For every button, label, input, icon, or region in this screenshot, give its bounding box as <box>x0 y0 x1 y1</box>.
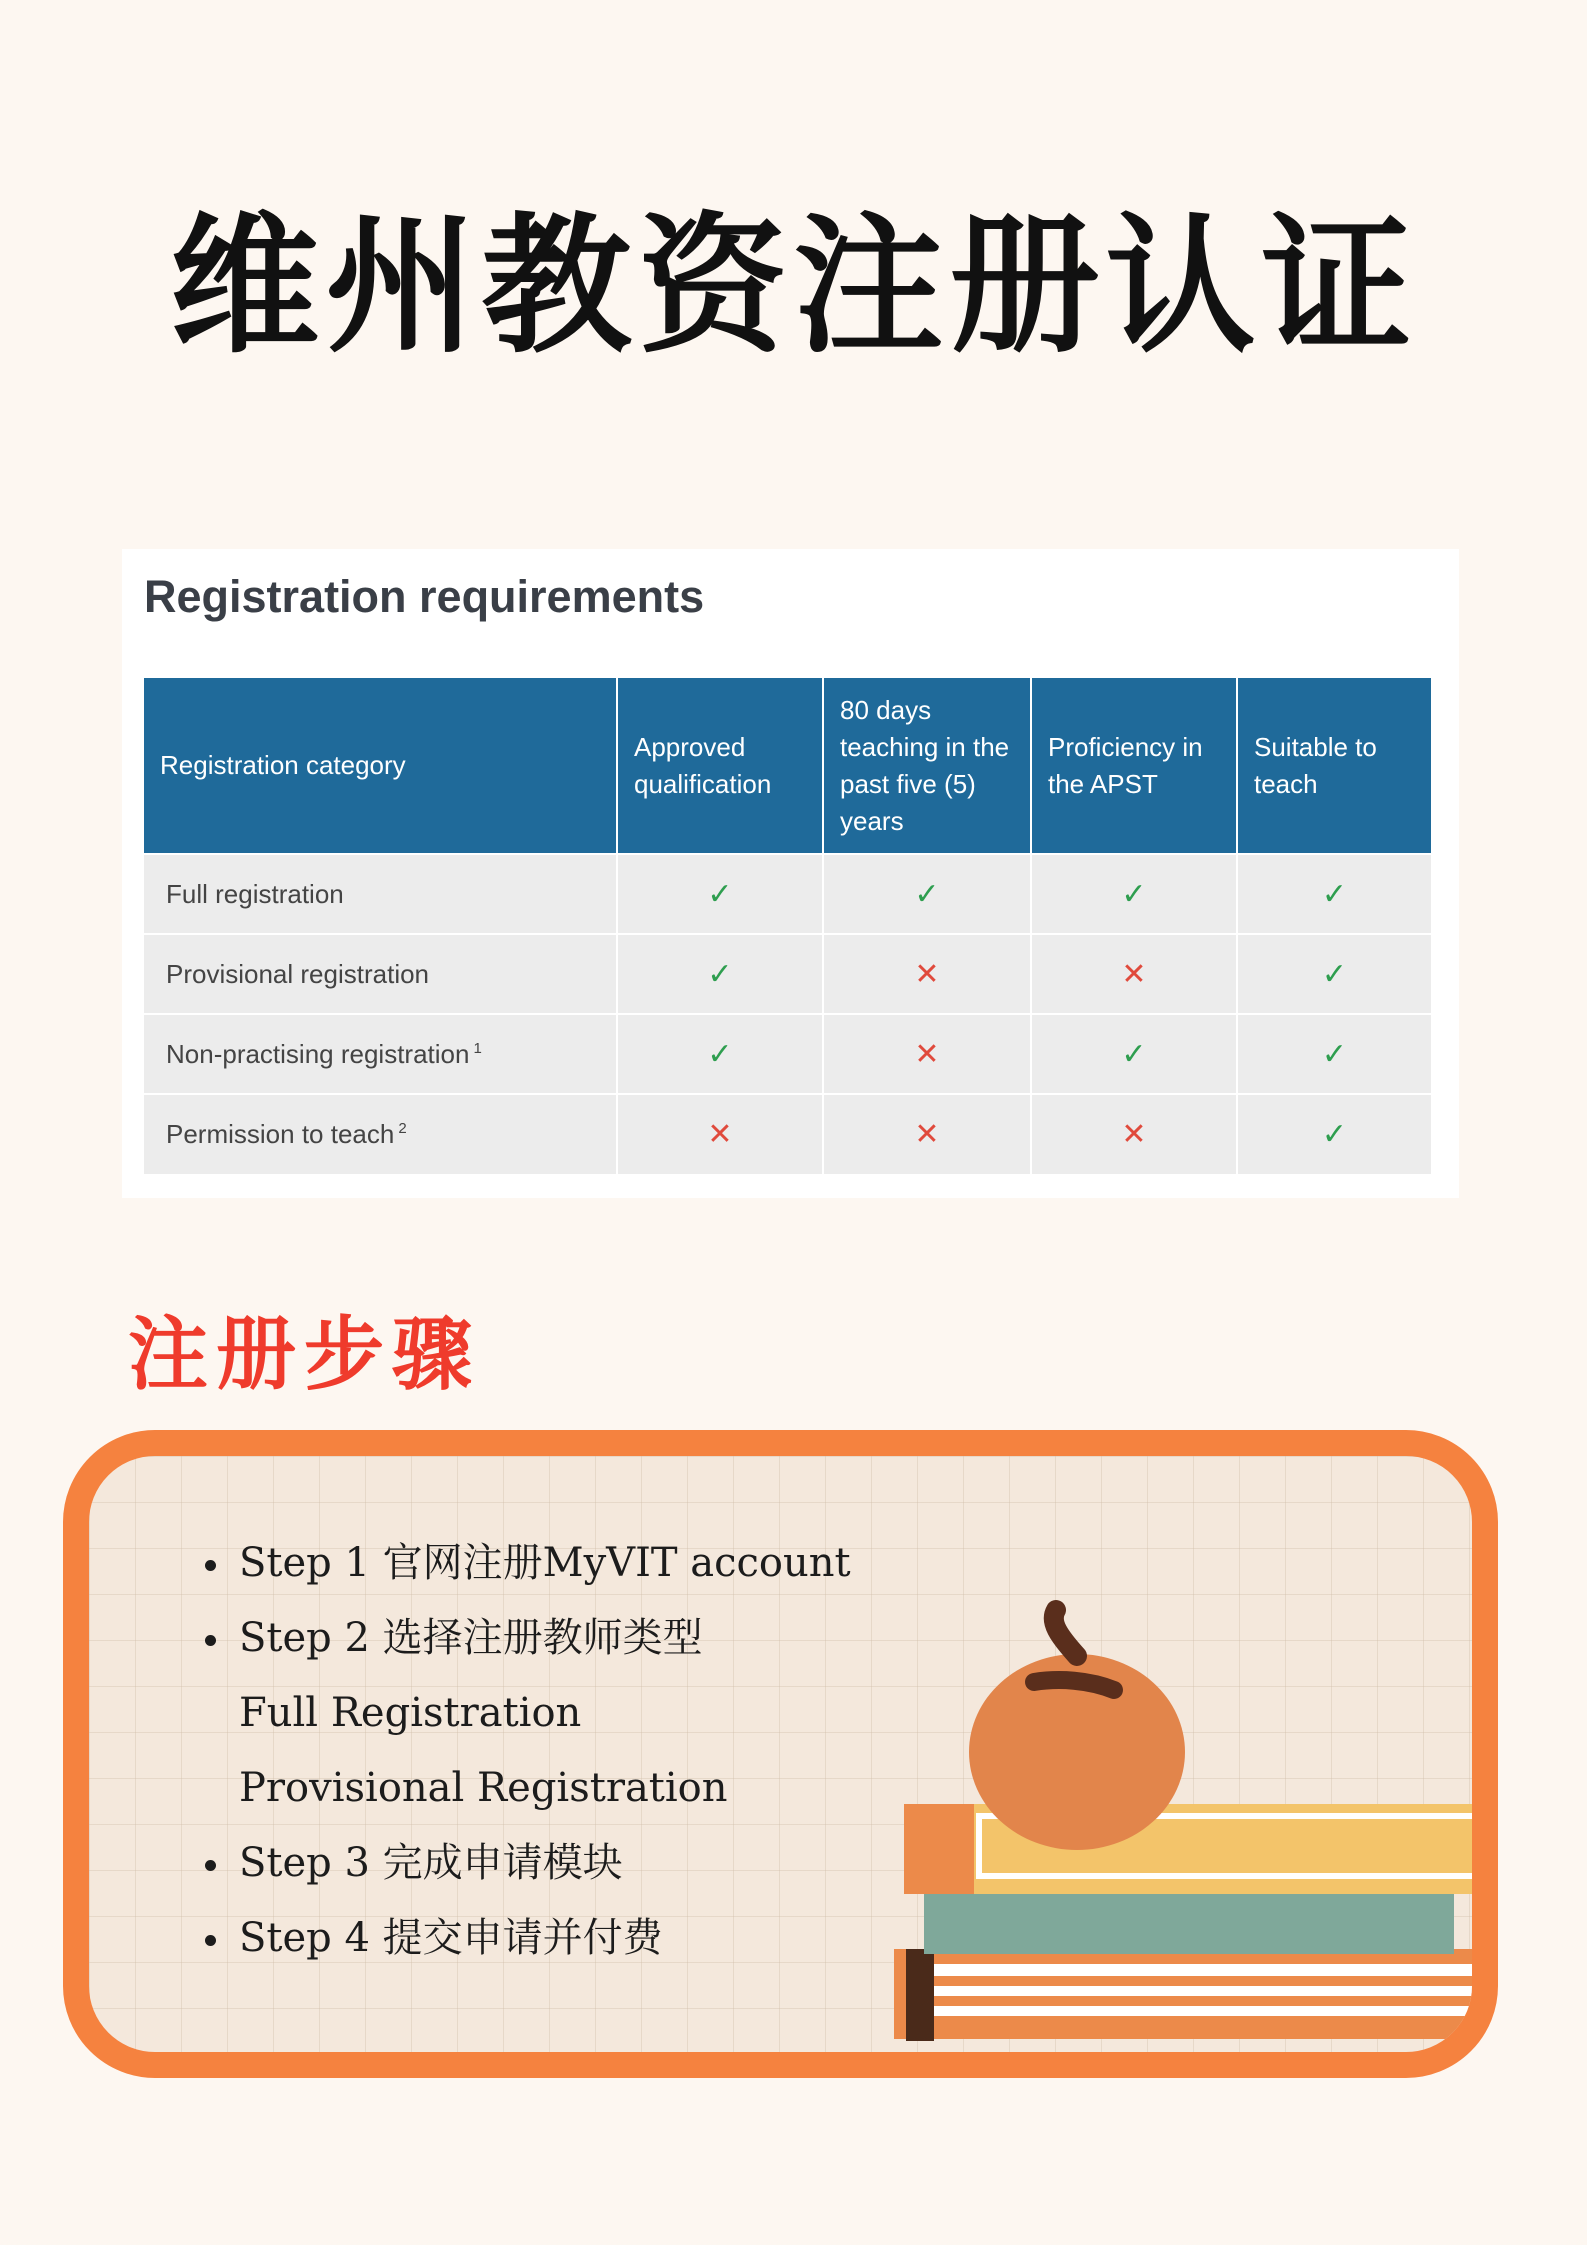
table-row <box>144 934 1431 1014</box>
requirements-heading: Registration requirements <box>144 571 705 622</box>
row-mark: ✕ <box>617 1094 823 1174</box>
table-row <box>144 854 1431 934</box>
row-category: Non-practising registration $^1$ <box>144 1014 617 1094</box>
list-item: Provisional Registration <box>239 1765 728 1811</box>
list-item: Step 2 选择注册教师类型 <box>239 1601 851 1676</box>
row-mark: ✕ <box>1031 934 1237 1014</box>
table-row <box>144 1094 1431 1174</box>
requirements-table <box>144 678 1431 1174</box>
row-category: Permission to teach $^2$ <box>144 1094 617 1174</box>
steps-heading: 注册步骤 <box>128 1308 480 1401</box>
steps-list <box>239 1526 851 1976</box>
page-title: 维州教资注册认证 <box>169 200 1418 374</box>
table-row <box>144 1014 1431 1094</box>
row-mark: ✓ <box>617 1014 823 1094</box>
list-item: Step 1 官网注册MyVIT account <box>239 1526 851 1601</box>
column-header-suitable: Suitable to teach <box>1237 678 1431 854</box>
column-header-category: Registration category <box>144 678 617 854</box>
steps-panel <box>63 1430 1498 2078</box>
row-mark: ✓ <box>1237 1014 1431 1094</box>
list-item: Step 3 完成申请模块 <box>239 1826 851 1901</box>
list-item: Full Registration <box>239 1690 582 1736</box>
column-header-teaching-days: 80 days teaching in the past five (5) years <box>823 678 1031 854</box>
row-mark: ✕ <box>1031 1094 1237 1174</box>
apple-on-books-icon <box>884 1574 1498 2054</box>
list-item: Step 4 提交申请并付费 <box>239 1901 851 1976</box>
requirements-card <box>122 549 1459 1198</box>
column-header-apst: Proficiency in the APST <box>1031 678 1237 854</box>
row-mark: ✓ <box>617 934 823 1014</box>
row-mark: ✓ <box>823 854 1031 934</box>
table-header-row <box>144 678 1431 854</box>
column-header-qualification: Approved qualification <box>617 678 823 854</box>
row-mark: ✕ <box>823 1014 1031 1094</box>
row-mark: ✕ <box>823 1094 1031 1174</box>
row-category: Full registration <box>144 854 617 934</box>
row-mark: ✓ <box>1237 1094 1431 1174</box>
row-mark: ✓ <box>1237 854 1431 934</box>
row-mark: ✓ <box>617 854 823 934</box>
row-mark: ✓ <box>1237 934 1431 1014</box>
row-mark: ✕ <box>823 934 1031 1014</box>
row-category: Provisional registration <box>144 934 617 1014</box>
row-mark: ✓ <box>1031 854 1237 934</box>
row-mark: ✓ <box>1031 1014 1237 1094</box>
